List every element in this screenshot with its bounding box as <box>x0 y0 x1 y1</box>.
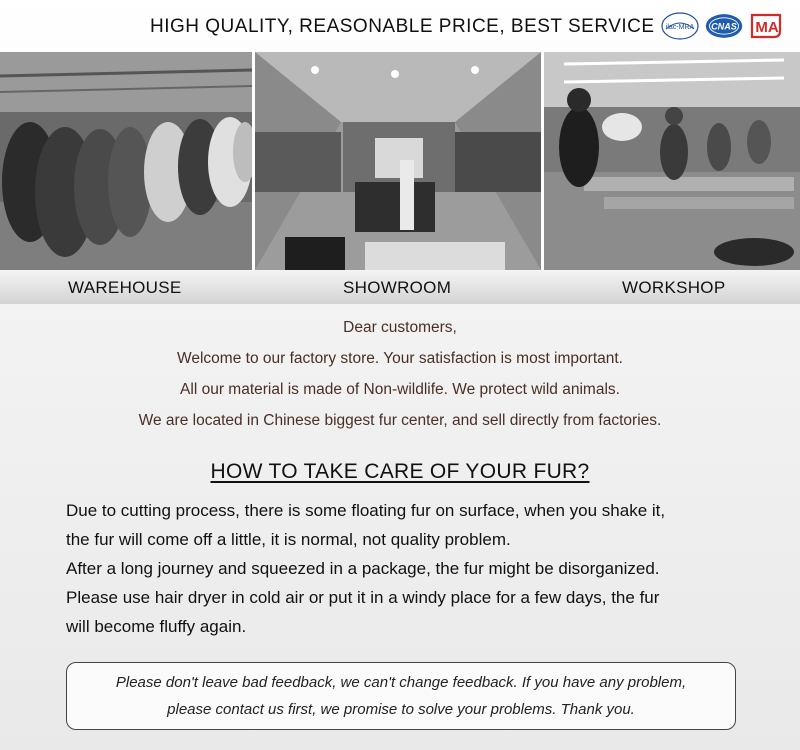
warehouse-label: WAREHOUSE <box>68 278 182 297</box>
ilac-mra-logo-text: ilac-MRA <box>665 24 695 31</box>
care-heading <box>0 460 800 484</box>
intro-greeting: Dear customers, <box>343 319 457 336</box>
care-line: the fur will come off a little, it is normal, not quality problem. <box>66 530 511 549</box>
intro-line: All our material is made of Non-wildlife. We protect wild animals. <box>180 381 620 398</box>
notice-line: please contact us first, we promise to solve your problems. Thank you. <box>167 701 635 718</box>
care-line: Due to cutting process, there is some floating fur on surface, when you shake it, <box>66 501 666 520</box>
care-instructions <box>66 500 766 645</box>
intro-line: Welcome to our factory store. Your satisfaction is most important. <box>177 350 623 367</box>
workshop-label: WORKSHOP <box>622 278 726 297</box>
header <box>0 0 800 52</box>
warehouse-photo <box>0 52 252 270</box>
feedback-notice-box <box>66 662 736 730</box>
care-line: Please use hair dryer in cold air or put it in a windy place for a few days, the fur <box>66 588 660 607</box>
ma-logo <box>748 11 788 41</box>
care-line: After a long journey and squeezed in a package, the fur might be disorganized. <box>66 559 660 578</box>
notice-line: Please don't leave bad feedback, we can't change feedback. If you have any problem, <box>115 674 687 691</box>
showroom-photo <box>255 52 541 270</box>
cnas-logo-text: CNAS <box>711 21 737 32</box>
certification-logos <box>660 10 788 42</box>
intro-text <box>0 318 800 442</box>
slogan: HIGH QUALITY, REASONABLE PRICE, BEST SERVICE <box>150 16 655 37</box>
ma-logo-text: MA <box>755 19 779 36</box>
cnas-logo <box>704 11 744 41</box>
photo-label-bar <box>0 270 800 304</box>
ilac-mra-logo <box>660 11 700 41</box>
care-line: will become fluffy again. <box>66 617 247 636</box>
photo-strip <box>0 52 800 270</box>
workshop-photo <box>544 52 800 270</box>
showroom-label: SHOWROOM <box>343 278 452 297</box>
care-title: HOW TO TAKE CARE OF YOUR FUR? <box>210 460 590 483</box>
intro-line: We are located in Chinese biggest fur center, and sell directly from factories. <box>138 412 662 429</box>
